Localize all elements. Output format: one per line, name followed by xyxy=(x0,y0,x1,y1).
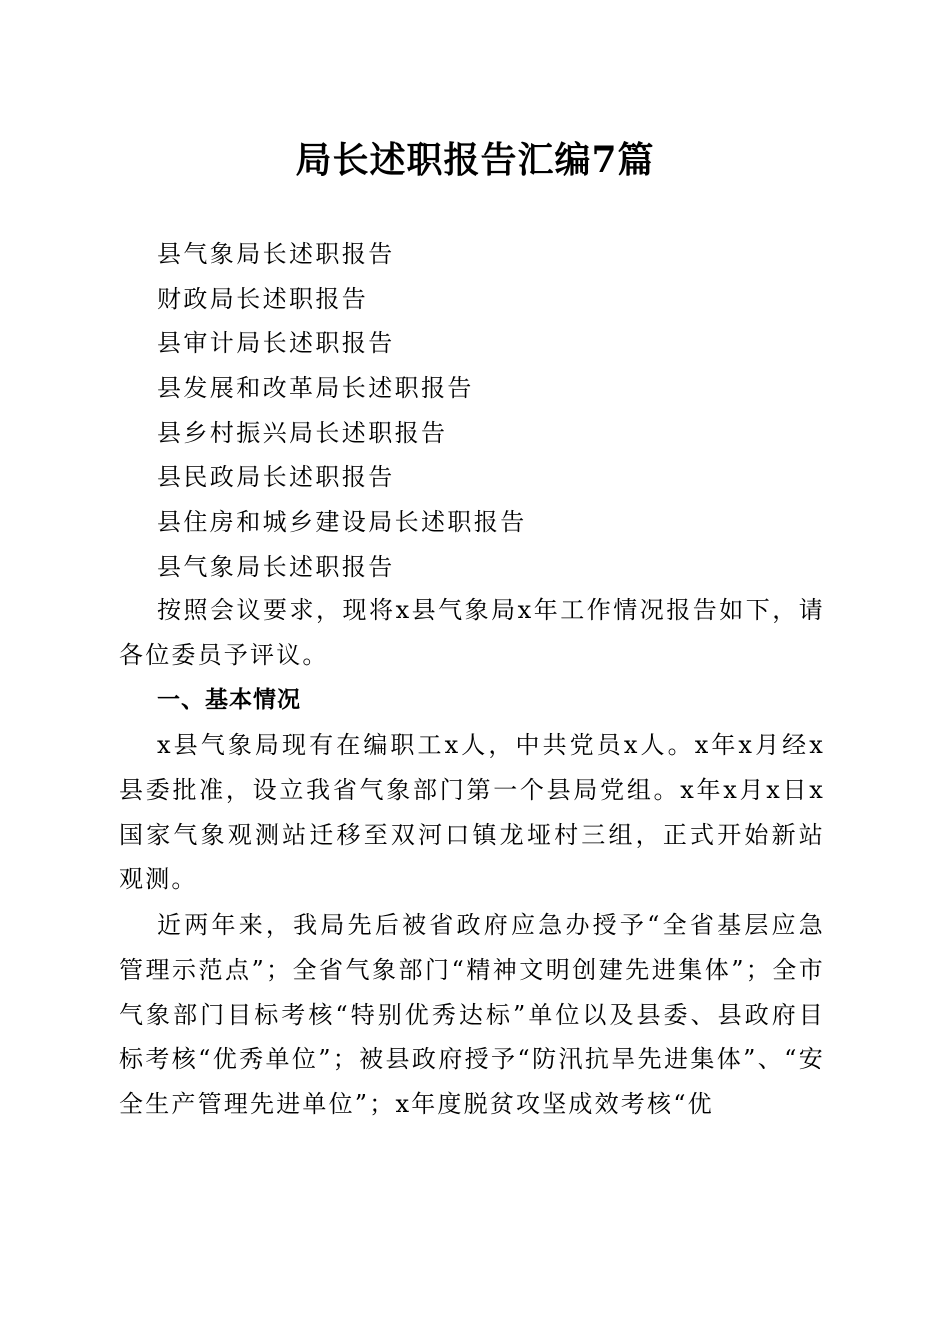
toc-item: 财政局长述职报告 xyxy=(157,284,369,313)
toc-item: 县住房和城乡建设局长述职报告 xyxy=(157,508,527,537)
toc-item: 县乡村振兴局长述职报告 xyxy=(157,418,448,447)
awards-paragraph: 近两年来，我局先后被省政府应急办授予“全省基层应急管理示范点”；全省气象部门“精神文明创建先进集体”；全市气象部门目标考核“特别优秀达标”单位以及县委、县政府目标考核“优秀单位”；被县政府授予“防汛抗旱先进集体”、“安全生产管理先进单位”；x年度脱贫攻坚成效考核“优 xyxy=(119,911,825,1119)
toc-item: 县发展和改革局长述职报告 xyxy=(157,374,474,403)
toc-item: 县气象局长述职报告 xyxy=(157,240,395,268)
toc-item: 县民政局长述职报告 xyxy=(157,463,395,492)
intro-paragraph: 按照会议要求，现将x县气象局x年工作情况报告如下，请各位委员予评议。 xyxy=(119,596,825,669)
table-of-contents xyxy=(157,232,837,590)
document-title: 局长述职报告汇编7篇 xyxy=(295,139,655,181)
toc-item: 县审计局长述职报告 xyxy=(157,329,395,358)
toc-item: 县气象局长述职报告 xyxy=(157,552,395,581)
section-heading: 一、基本情况 xyxy=(157,687,301,713)
basic-info-paragraph: x县气象局现有在编职工x人，中共党员x人。x年x月经x县委批准，设立我省气象部门第一个县局党组。x年x月x日x国家气象观测站迁移至双河口镇龙垭村三组，正式开始新站观测。 xyxy=(119,731,825,894)
